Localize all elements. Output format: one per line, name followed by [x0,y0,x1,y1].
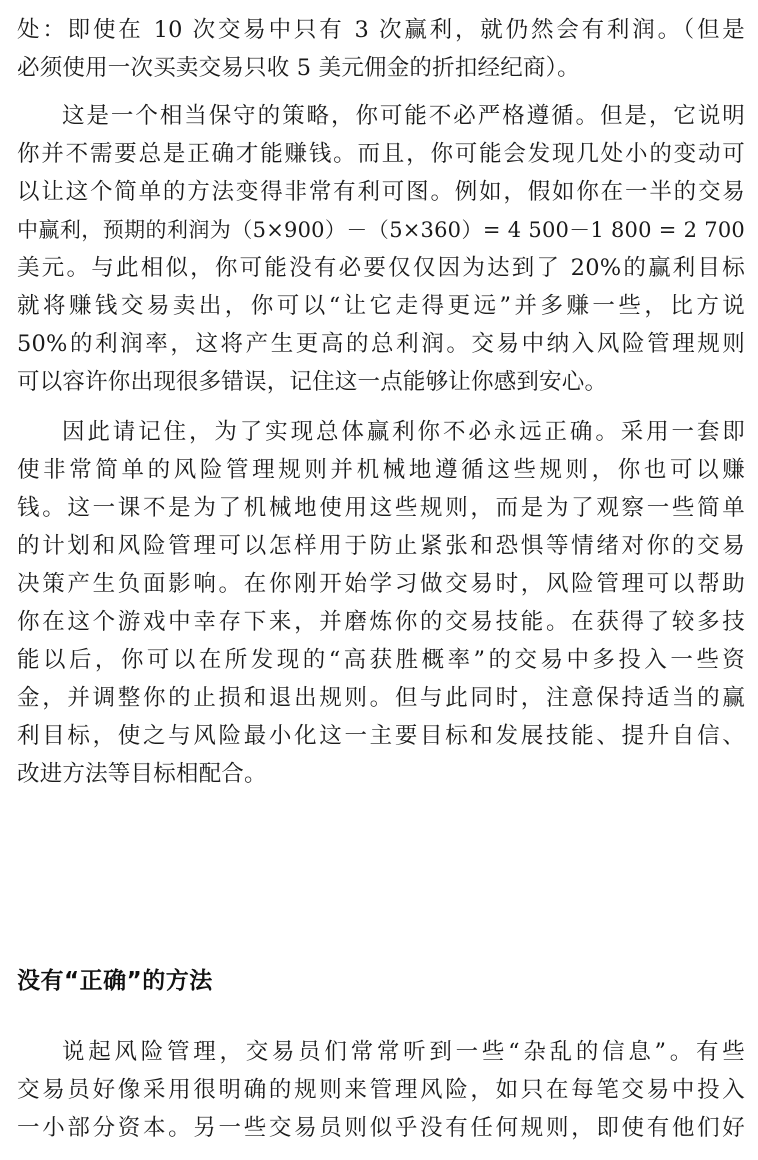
text-line: 你并不需要总是正确才能赚钱。而且，你可能会发现几处小的变动可 [17,141,745,167]
text-line: 的计划和风险管理可以怎样用于防止紧张和恐惧等情绪对你的交易 [17,533,745,559]
text-line: 利目标，使之与风险最小化这一主要目标和发展技能、提升自信、 [17,723,745,749]
text-line: 能以后，你可以在所发现的“高获胜概率”的交易中多投入一些资 [17,647,745,673]
text-line: 决策产生负面影响。在你刚开始学习做交易时，风险管理可以帮助 [17,571,745,597]
text-line: 处：即使在 10 次交易中只有 3 次赢利，就仍然会有利润。（但是 [17,17,745,43]
text-line: 你在这个游戏中幸存下来，并磨炼你的交易技能。在获得了较多技 [17,609,745,635]
text-line: 就将赚钱交易卖出，你可以“让它走得更远”并多赚一些，比方说 [17,293,745,319]
text-line: 一小部分资本。另一些交易员则似乎没有任何规则，即使有他们好 [17,1115,745,1141]
section-heading: 没有“正确”的方法 [17,968,213,994]
text-line: 交易员好像采用很明确的规则来管理风险，如只在每笔交易中投入 [17,1077,745,1103]
text-line: 美元。与此相似，你可能没有必要仅仅因为达到了 20%的赢利目标 [17,255,745,281]
text-line: 使非常简单的风险管理规则并机械地遵循这些规则，你也可以赚 [17,457,745,483]
text-line: 改进方法等目标相配合。 [17,761,267,787]
text-line: 金，并调整你的止损和退出规则。但与此同时，注意保持适当的赢 [17,685,745,711]
text-line: 说起风险管理，交易员们常常听到一些“杂乱的信息”。有些 [62,1039,745,1065]
text-line: 这是一个相当保守的策略，你可能不必严格遵循。但是，它说明 [62,103,745,129]
text-line: 必须使用一次买卖交易只收 5 美元佣金的折扣经纪商）。 [17,55,580,81]
text-line: 中赢利，预期的利润为（5×900）－（5×360）= 4 500－1 800 = 2 700 [17,218,745,242]
text-line: 钱。这一课不是为了机械地使用这些规则，而是为了观察一些简单 [17,495,745,521]
text-line: 以让这个简单的方法变得非常有利可图。例如，假如你在一半的交易 [17,179,745,205]
text-line: 50%的利润率，这将产生更高的总利润。交易中纳入风险管理规则 [17,331,745,357]
text-line: 因此请记住，为了实现总体赢利你不必永远正确。采用一套即 [62,419,745,445]
text-line: 可以容许你出现很多错误，记住这一点能够让你感到安心。 [17,369,608,395]
